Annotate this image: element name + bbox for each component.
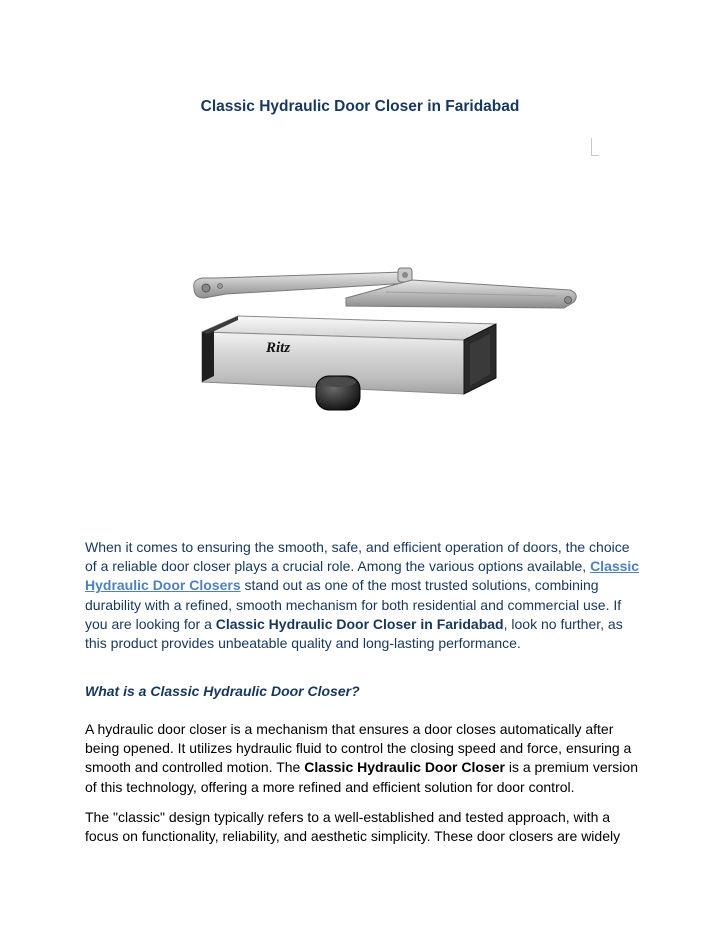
intro-text-3: , look no further, as this product provides unbeatable quality and long-lasting performance. [85, 615, 623, 652]
classic-design-paragraph: The "classic" design typically refers to a well-established and tested approach, with a focus on functionality, reliability, and aesthetic simplicity. These door closers are widely [85, 809, 621, 845]
section-heading: What is a Classic Hydraulic Door Closer? [85, 683, 360, 699]
intro-text-1: When it comes to ensuring the smooth, safe, and efficient operation of doors, the choice of a reliable door closer plays a crucial role. Among the various options available, [85, 539, 630, 575]
door-closer-icon [186, 258, 586, 428]
para2-text-1: A hydraulic door closer is a mechanism that ensures a door closes automatically after being opened. It utilizes hydraulic fluid to control the closing speed and force, ensuring a smooth and controlled motion. The [85, 721, 632, 776]
intro-bold-text: Classic Hydraulic Door Closer in Faridabad [215, 615, 504, 632]
intro-paragraph [85, 538, 645, 653]
intro-text-2: stand out as one of the most trusted solutions, combining durability with a refined, smooth mechanism for both residential and commercial use. If you are looking for a [85, 577, 622, 632]
corner-mark [591, 138, 599, 156]
product-image [186, 258, 586, 433]
para2-text-2: is a premium version of this technology, offering a more refined and efficient solution for door control. [85, 759, 638, 795]
page-title: Classic Hydraulic Door Closer in Faridabad [200, 98, 520, 115]
classic-hydraulic-door-closers-link[interactable]: Classic Hydraulic Door Closers [85, 558, 640, 594]
brand-logo: Ritz [266, 340, 291, 356]
hydraulic-explanation-paragraph [85, 720, 645, 797]
para2-bold-text: Classic Hydraulic Door Closer [304, 759, 505, 776]
